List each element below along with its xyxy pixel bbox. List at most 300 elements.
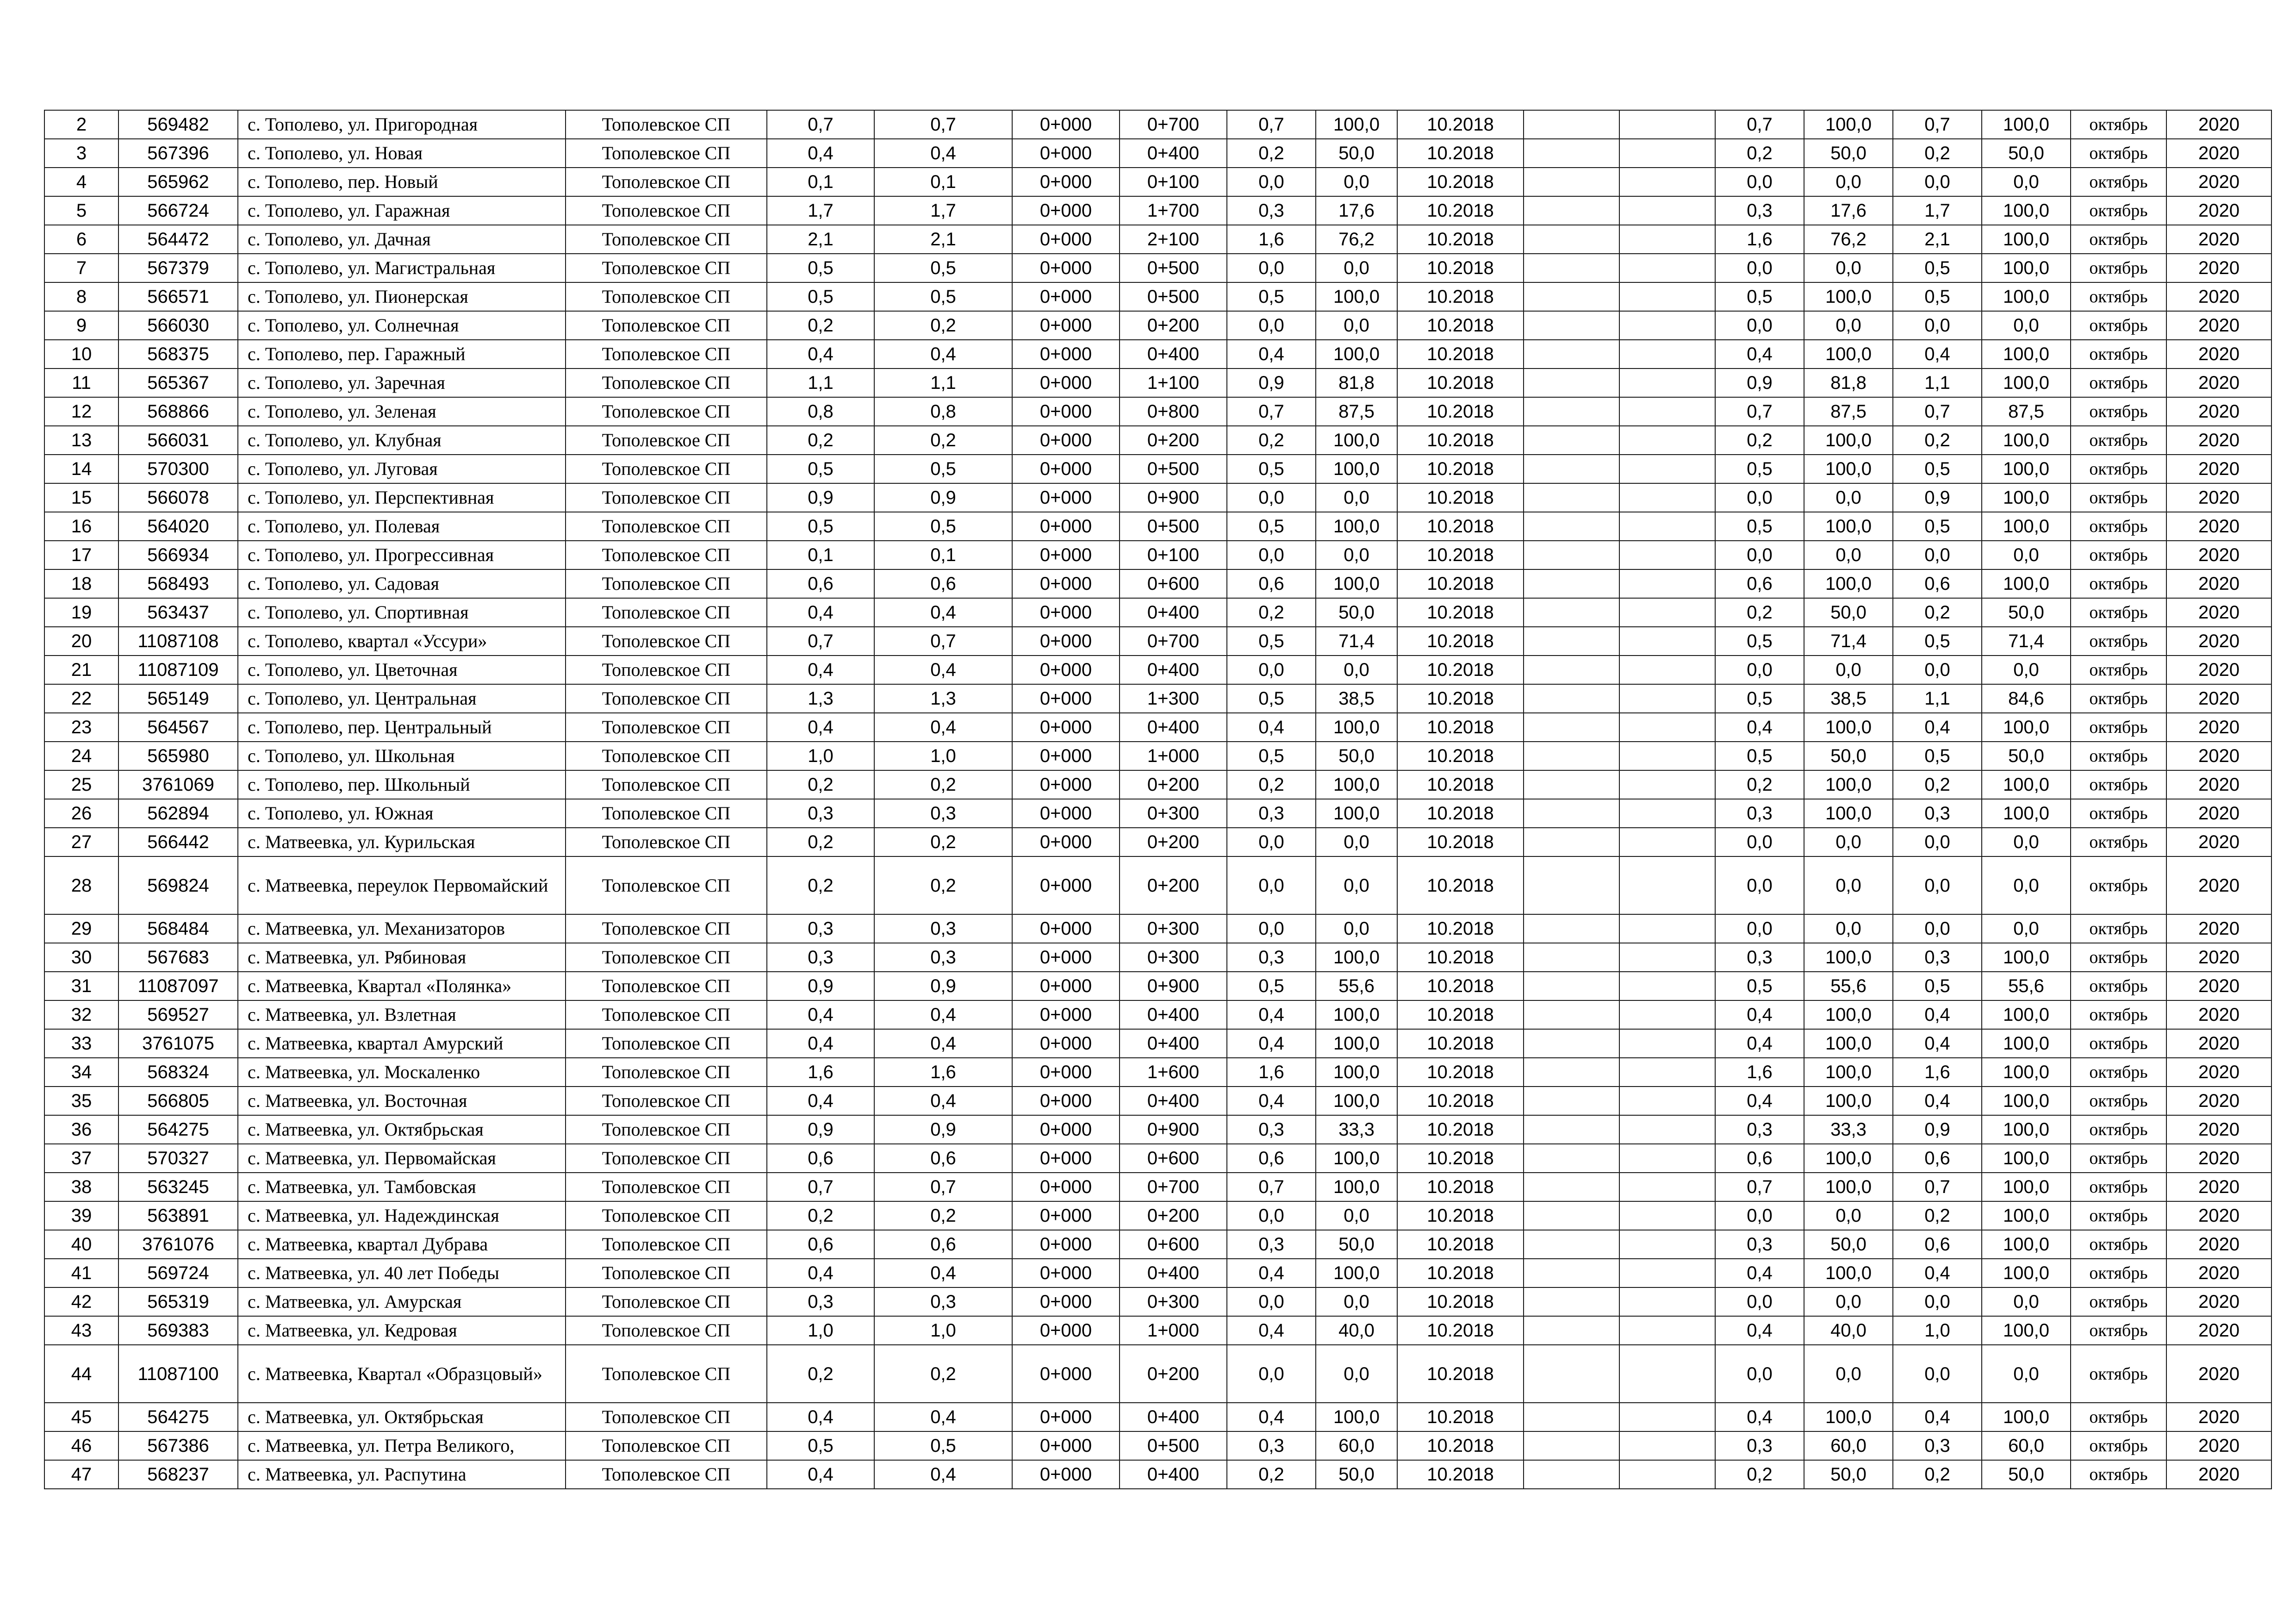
cell-length: 0,5: [874, 455, 1012, 483]
cell-target-length: 0,5: [1893, 282, 1982, 311]
cell-repaired-length: 0,0: [1227, 483, 1316, 512]
cell-road-id: 11087100: [118, 1345, 238, 1403]
cell-total-length: 0,1: [767, 541, 874, 569]
cell-settlement: Тополевское СП: [566, 1087, 767, 1115]
cell-empty-col-1: [1524, 856, 1619, 914]
cell-row-number: 27: [44, 828, 118, 856]
cell-empty-col-1: [1524, 541, 1619, 569]
cell-plan-percent: 55,6: [1804, 972, 1893, 1000]
cell-start-chainage: 0+000: [1012, 856, 1120, 914]
table-body: [44, 110, 2271, 1489]
cell-plan-length: 0,3: [1715, 943, 1804, 972]
cell-target-percent: 100,0: [1982, 455, 2071, 483]
cell-empty-col-2: [1619, 799, 1715, 828]
cell-end-chainage: 0+500: [1120, 455, 1227, 483]
cell-total-length: 1,3: [767, 684, 874, 713]
cell-month: октябрь: [2071, 770, 2166, 799]
cell-total-length: 0,9: [767, 972, 874, 1000]
cell-end-chainage: 1+100: [1120, 369, 1227, 397]
cell-target-percent: 100,0: [1982, 426, 2071, 455]
cell-empty-col-2: [1619, 483, 1715, 512]
cell-empty-col-1: [1524, 972, 1619, 1000]
cell-road-id: 564567: [118, 713, 238, 742]
cell-empty-col-2: [1619, 397, 1715, 426]
cell-end-chainage: 1+300: [1120, 684, 1227, 713]
cell-start-chainage: 0+000: [1012, 1345, 1120, 1403]
cell-year: 2020: [2166, 369, 2271, 397]
cell-settlement: Тополевское СП: [566, 1144, 767, 1173]
cell-target-length: 0,9: [1893, 483, 1982, 512]
cell-road-address: с. Матвеевка, ул. Восточная: [238, 1087, 566, 1115]
cell-road-id: 566571: [118, 282, 238, 311]
cell-row-number: 46: [44, 1431, 118, 1460]
table-row: [44, 1201, 2271, 1230]
cell-plan-length: 1,6: [1715, 225, 1804, 254]
cell-plan-length: 0,7: [1715, 110, 1804, 139]
cell-end-chainage: 1+000: [1120, 742, 1227, 770]
cell-total-length: 1,0: [767, 1316, 874, 1345]
cell-survey-date: 10.2018: [1397, 541, 1524, 569]
cell-row-number: 18: [44, 569, 118, 598]
cell-end-chainage: 0+400: [1120, 340, 1227, 369]
cell-start-chainage: 0+000: [1012, 340, 1120, 369]
cell-start-chainage: 0+000: [1012, 972, 1120, 1000]
cell-survey-date: 10.2018: [1397, 311, 1524, 340]
cell-repaired-length: 0,0: [1227, 541, 1316, 569]
cell-road-address: с. Тополево, ул. Пионерская: [238, 282, 566, 311]
cell-total-length: 0,1: [767, 168, 874, 196]
cell-month: октябрь: [2071, 483, 2166, 512]
cell-survey-date: 10.2018: [1397, 598, 1524, 627]
cell-empty-col-2: [1619, 1000, 1715, 1029]
cell-end-chainage: 0+200: [1120, 426, 1227, 455]
cell-total-length: 0,6: [767, 569, 874, 598]
cell-month: октябрь: [2071, 225, 2166, 254]
cell-plan-percent: 87,5: [1804, 397, 1893, 426]
cell-empty-col-1: [1524, 139, 1619, 168]
cell-row-number: 14: [44, 455, 118, 483]
cell-road-id: 564275: [118, 1115, 238, 1144]
cell-target-length: 0,6: [1893, 1144, 1982, 1173]
cell-road-address: с. Тополево, ул. Полевая: [238, 512, 566, 541]
cell-repaired-percent: 0,0: [1316, 856, 1397, 914]
cell-survey-date: 10.2018: [1397, 684, 1524, 713]
cell-length: 0,2: [874, 828, 1012, 856]
cell-plan-length: 0,0: [1715, 828, 1804, 856]
cell-empty-col-2: [1619, 569, 1715, 598]
cell-repaired-length: 0,5: [1227, 972, 1316, 1000]
cell-total-length: 0,6: [767, 1144, 874, 1173]
cell-year: 2020: [2166, 914, 2271, 943]
cell-year: 2020: [2166, 1403, 2271, 1431]
cell-road-address: с. Матвеевка, ул. Петра Великого,: [238, 1431, 566, 1460]
cell-plan-percent: 100,0: [1804, 569, 1893, 598]
cell-settlement: Тополевское СП: [566, 541, 767, 569]
cell-repaired-length: 0,3: [1227, 196, 1316, 225]
cell-length: 0,4: [874, 598, 1012, 627]
cell-month: октябрь: [2071, 856, 2166, 914]
cell-target-percent: 71,4: [1982, 627, 2071, 656]
cell-month: октябрь: [2071, 1058, 2166, 1087]
cell-year: 2020: [2166, 856, 2271, 914]
cell-year: 2020: [2166, 110, 2271, 139]
table-row: [44, 168, 2271, 196]
cell-target-length: 1,6: [1893, 1058, 1982, 1087]
cell-month: октябрь: [2071, 1287, 2166, 1316]
cell-repaired-percent: 100,0: [1316, 1087, 1397, 1115]
cell-end-chainage: 0+300: [1120, 799, 1227, 828]
cell-road-address: с. Матвеевка, переулок Первомайский: [238, 856, 566, 914]
cell-plan-percent: 100,0: [1804, 1403, 1893, 1431]
cell-target-length: 0,2: [1893, 770, 1982, 799]
cell-target-percent: 100,0: [1982, 1230, 2071, 1259]
cell-target-percent: 0,0: [1982, 541, 2071, 569]
cell-end-chainage: 0+400: [1120, 1000, 1227, 1029]
cell-repaired-percent: 40,0: [1316, 1316, 1397, 1345]
cell-year: 2020: [2166, 684, 2271, 713]
cell-year: 2020: [2166, 799, 2271, 828]
cell-length: 0,5: [874, 512, 1012, 541]
cell-repaired-length: 0,4: [1227, 713, 1316, 742]
cell-settlement: Тополевское СП: [566, 627, 767, 656]
table-row: [44, 483, 2271, 512]
cell-length: 0,3: [874, 943, 1012, 972]
table-row: [44, 541, 2271, 569]
cell-total-length: 0,7: [767, 627, 874, 656]
cell-road-id: 570300: [118, 455, 238, 483]
cell-start-chainage: 0+000: [1012, 656, 1120, 684]
cell-empty-col-2: [1619, 1173, 1715, 1201]
cell-target-percent: 50,0: [1982, 139, 2071, 168]
cell-target-length: 0,5: [1893, 627, 1982, 656]
cell-plan-percent: 100,0: [1804, 713, 1893, 742]
cell-target-length: 0,4: [1893, 1403, 1982, 1431]
cell-month: октябрь: [2071, 196, 2166, 225]
cell-end-chainage: 0+500: [1120, 282, 1227, 311]
table-row: [44, 1115, 2271, 1144]
cell-repaired-length: 0,5: [1227, 282, 1316, 311]
cell-settlement: Тополевское СП: [566, 139, 767, 168]
cell-road-address: с. Матвеевка, ул. Москаленко: [238, 1058, 566, 1087]
cell-target-percent: 50,0: [1982, 1460, 2071, 1489]
cell-row-number: 40: [44, 1230, 118, 1259]
cell-length: 0,4: [874, 1000, 1012, 1029]
cell-survey-date: 10.2018: [1397, 397, 1524, 426]
cell-plan-length: 0,4: [1715, 1316, 1804, 1345]
cell-month: октябрь: [2071, 914, 2166, 943]
cell-start-chainage: 0+000: [1012, 1287, 1120, 1316]
cell-empty-col-2: [1619, 742, 1715, 770]
cell-start-chainage: 0+000: [1012, 168, 1120, 196]
cell-repaired-length: 0,5: [1227, 684, 1316, 713]
cell-row-number: 15: [44, 483, 118, 512]
cell-month: октябрь: [2071, 742, 2166, 770]
cell-start-chainage: 0+000: [1012, 455, 1120, 483]
table-row: [44, 369, 2271, 397]
cell-road-address: с. Тополево, ул. Цветочная: [238, 656, 566, 684]
cell-row-number: 37: [44, 1144, 118, 1173]
cell-length: 1,0: [874, 1316, 1012, 1345]
cell-survey-date: 10.2018: [1397, 656, 1524, 684]
cell-length: 0,3: [874, 914, 1012, 943]
cell-start-chainage: 0+000: [1012, 1115, 1120, 1144]
cell-plan-length: 0,0: [1715, 254, 1804, 282]
cell-start-chainage: 0+000: [1012, 684, 1120, 713]
cell-repaired-length: 0,2: [1227, 770, 1316, 799]
cell-road-address: с. Тополево, ул. Спортивная: [238, 598, 566, 627]
cell-year: 2020: [2166, 742, 2271, 770]
cell-plan-percent: 100,0: [1804, 455, 1893, 483]
table-row: [44, 1431, 2271, 1460]
cell-plan-percent: 0,0: [1804, 914, 1893, 943]
cell-length: 0,6: [874, 1230, 1012, 1259]
cell-survey-date: 10.2018: [1397, 1259, 1524, 1287]
cell-target-length: 0,2: [1893, 1460, 1982, 1489]
cell-target-length: 0,2: [1893, 1201, 1982, 1230]
cell-length: 0,3: [874, 799, 1012, 828]
cell-month: октябрь: [2071, 168, 2166, 196]
cell-length: 0,2: [874, 856, 1012, 914]
cell-road-address: с. Матвеевка, квартал Амурский: [238, 1029, 566, 1058]
cell-road-address: с. Тополево, ул. Клубная: [238, 426, 566, 455]
cell-road-id: 568866: [118, 397, 238, 426]
cell-end-chainage: 0+900: [1120, 972, 1227, 1000]
cell-plan-percent: 0,0: [1804, 1201, 1893, 1230]
cell-year: 2020: [2166, 254, 2271, 282]
table-row: [44, 569, 2271, 598]
cell-total-length: 0,4: [767, 340, 874, 369]
cell-empty-col-1: [1524, 1115, 1619, 1144]
cell-target-length: 0,2: [1893, 598, 1982, 627]
cell-end-chainage: 1+600: [1120, 1058, 1227, 1087]
cell-road-id: 563437: [118, 598, 238, 627]
cell-total-length: 0,2: [767, 770, 874, 799]
cell-target-length: 0,6: [1893, 1230, 1982, 1259]
cell-row-number: 16: [44, 512, 118, 541]
cell-survey-date: 10.2018: [1397, 828, 1524, 856]
cell-total-length: 0,2: [767, 1345, 874, 1403]
cell-survey-date: 10.2018: [1397, 799, 1524, 828]
cell-empty-col-2: [1619, 1144, 1715, 1173]
cell-month: октябрь: [2071, 1173, 2166, 1201]
cell-row-number: 41: [44, 1259, 118, 1287]
cell-repaired-length: 0,0: [1227, 914, 1316, 943]
cell-empty-col-2: [1619, 627, 1715, 656]
cell-target-percent: 0,0: [1982, 656, 2071, 684]
cell-road-address: с. Тополево, ул. Зеленая: [238, 397, 566, 426]
cell-plan-percent: 100,0: [1804, 1087, 1893, 1115]
cell-empty-col-1: [1524, 455, 1619, 483]
cell-length: 1,1: [874, 369, 1012, 397]
cell-empty-col-1: [1524, 168, 1619, 196]
cell-month: октябрь: [2071, 139, 2166, 168]
cell-settlement: Тополевское СП: [566, 369, 767, 397]
cell-end-chainage: 0+100: [1120, 168, 1227, 196]
cell-empty-col-1: [1524, 1144, 1619, 1173]
cell-year: 2020: [2166, 1431, 2271, 1460]
table-row: [44, 1144, 2271, 1173]
cell-length: 0,2: [874, 770, 1012, 799]
cell-target-length: 0,4: [1893, 1087, 1982, 1115]
cell-end-chainage: 0+500: [1120, 1431, 1227, 1460]
cell-road-address: с. Тополево, ул. Школьная: [238, 742, 566, 770]
cell-end-chainage: 0+600: [1120, 1230, 1227, 1259]
cell-empty-col-1: [1524, 1316, 1619, 1345]
cell-survey-date: 10.2018: [1397, 713, 1524, 742]
cell-length: 0,9: [874, 972, 1012, 1000]
cell-repaired-length: 0,5: [1227, 627, 1316, 656]
cell-survey-date: 10.2018: [1397, 1403, 1524, 1431]
cell-month: октябрь: [2071, 569, 2166, 598]
cell-empty-col-2: [1619, 1316, 1715, 1345]
cell-plan-length: 0,7: [1715, 1173, 1804, 1201]
cell-plan-length: 0,5: [1715, 627, 1804, 656]
cell-repaired-length: 0,0: [1227, 1345, 1316, 1403]
cell-plan-percent: 0,0: [1804, 254, 1893, 282]
cell-row-number: 11: [44, 369, 118, 397]
cell-target-percent: 100,0: [1982, 340, 2071, 369]
cell-length: 0,4: [874, 1460, 1012, 1489]
cell-road-id: 570327: [118, 1144, 238, 1173]
cell-road-address: с. Матвеевка, ул. Механизаторов: [238, 914, 566, 943]
cell-plan-length: 0,3: [1715, 1115, 1804, 1144]
cell-end-chainage: 0+200: [1120, 1201, 1227, 1230]
cell-plan-percent: 50,0: [1804, 1230, 1893, 1259]
cell-repaired-length: 0,0: [1227, 1201, 1316, 1230]
cell-plan-percent: 100,0: [1804, 1000, 1893, 1029]
cell-road-id: 564020: [118, 512, 238, 541]
cell-month: октябрь: [2071, 397, 2166, 426]
cell-target-length: 0,3: [1893, 943, 1982, 972]
cell-row-number: 43: [44, 1316, 118, 1345]
cell-road-id: 566442: [118, 828, 238, 856]
cell-row-number: 30: [44, 943, 118, 972]
cell-repaired-length: 0,4: [1227, 1029, 1316, 1058]
cell-road-id: 565319: [118, 1287, 238, 1316]
cell-start-chainage: 0+000: [1012, 1087, 1120, 1115]
cell-settlement: Тополевское СП: [566, 1431, 767, 1460]
cell-target-length: 0,0: [1893, 1287, 1982, 1316]
cell-road-id: 565962: [118, 168, 238, 196]
cell-repaired-percent: 100,0: [1316, 282, 1397, 311]
cell-plan-length: 0,0: [1715, 168, 1804, 196]
table-row: [44, 828, 2271, 856]
cell-target-percent: 50,0: [1982, 742, 2071, 770]
cell-road-id: 563245: [118, 1173, 238, 1201]
cell-plan-percent: 100,0: [1804, 1259, 1893, 1287]
table-row: [44, 1029, 2271, 1058]
cell-road-address: с. Матвеевка, Квартал «Полянка»: [238, 972, 566, 1000]
cell-plan-length: 0,3: [1715, 1431, 1804, 1460]
cell-target-percent: 0,0: [1982, 914, 2071, 943]
cell-target-percent: 100,0: [1982, 1316, 2071, 1345]
cell-length: 0,5: [874, 254, 1012, 282]
cell-settlement: Тополевское СП: [566, 1201, 767, 1230]
cell-repaired-length: 0,7: [1227, 110, 1316, 139]
cell-repaired-percent: 100,0: [1316, 455, 1397, 483]
cell-year: 2020: [2166, 397, 2271, 426]
cell-total-length: 0,4: [767, 139, 874, 168]
cell-start-chainage: 0+000: [1012, 1259, 1120, 1287]
cell-survey-date: 10.2018: [1397, 455, 1524, 483]
table-row: [44, 713, 2271, 742]
cell-empty-col-1: [1524, 828, 1619, 856]
cell-row-number: 21: [44, 656, 118, 684]
cell-repaired-length: 0,5: [1227, 455, 1316, 483]
cell-empty-col-2: [1619, 1087, 1715, 1115]
cell-target-length: 0,5: [1893, 972, 1982, 1000]
cell-road-id: 565367: [118, 369, 238, 397]
cell-repaired-length: 0,3: [1227, 1431, 1316, 1460]
cell-road-address: с. Матвеевка, ул. Курильская: [238, 828, 566, 856]
cell-row-number: 29: [44, 914, 118, 943]
cell-empty-col-2: [1619, 828, 1715, 856]
cell-plan-length: 0,5: [1715, 684, 1804, 713]
cell-year: 2020: [2166, 196, 2271, 225]
cell-plan-length: 0,0: [1715, 541, 1804, 569]
cell-survey-date: 10.2018: [1397, 1087, 1524, 1115]
cell-empty-col-1: [1524, 1201, 1619, 1230]
cell-empty-col-2: [1619, 512, 1715, 541]
cell-plan-length: 0,0: [1715, 1201, 1804, 1230]
cell-settlement: Тополевское СП: [566, 282, 767, 311]
cell-end-chainage: 1+000: [1120, 1316, 1227, 1345]
cell-length: 0,4: [874, 1403, 1012, 1431]
cell-length: 2,1: [874, 225, 1012, 254]
cell-target-percent: 0,0: [1982, 828, 2071, 856]
cell-repaired-percent: 0,0: [1316, 1345, 1397, 1403]
cell-survey-date: 10.2018: [1397, 483, 1524, 512]
table-row: [44, 455, 2271, 483]
cell-survey-date: 10.2018: [1397, 569, 1524, 598]
cell-repaired-percent: 100,0: [1316, 770, 1397, 799]
cell-repaired-percent: 100,0: [1316, 110, 1397, 139]
cell-total-length: 0,4: [767, 656, 874, 684]
cell-settlement: Тополевское СП: [566, 799, 767, 828]
cell-month: октябрь: [2071, 1345, 2166, 1403]
table-row: [44, 254, 2271, 282]
cell-repaired-percent: 50,0: [1316, 1230, 1397, 1259]
cell-road-id: 11087097: [118, 972, 238, 1000]
cell-empty-col-2: [1619, 369, 1715, 397]
cell-road-address: с. Тополево, ул. Гаражная: [238, 196, 566, 225]
cell-road-address: с. Матвеевка, ул. Распутина: [238, 1460, 566, 1489]
cell-end-chainage: 0+900: [1120, 483, 1227, 512]
cell-repaired-length: 0,9: [1227, 369, 1316, 397]
table-row: [44, 1345, 2271, 1403]
cell-target-percent: 100,0: [1982, 225, 2071, 254]
cell-length: 0,2: [874, 1345, 1012, 1403]
cell-plan-percent: 100,0: [1804, 799, 1893, 828]
table-row: [44, 627, 2271, 656]
cell-total-length: 0,9: [767, 483, 874, 512]
cell-repaired-length: 0,4: [1227, 1259, 1316, 1287]
cell-plan-percent: 100,0: [1804, 943, 1893, 972]
cell-length: 1,3: [874, 684, 1012, 713]
cell-start-chainage: 0+000: [1012, 282, 1120, 311]
cell-repaired-percent: 87,5: [1316, 397, 1397, 426]
cell-start-chainage: 0+000: [1012, 914, 1120, 943]
cell-start-chainage: 0+000: [1012, 139, 1120, 168]
cell-repaired-length: 0,2: [1227, 598, 1316, 627]
cell-row-number: 2: [44, 110, 118, 139]
cell-month: октябрь: [2071, 972, 2166, 1000]
cell-row-number: 4: [44, 168, 118, 196]
cell-end-chainage: 0+500: [1120, 254, 1227, 282]
cell-end-chainage: 0+400: [1120, 1259, 1227, 1287]
cell-survey-date: 10.2018: [1397, 1287, 1524, 1316]
cell-survey-date: 10.2018: [1397, 110, 1524, 139]
